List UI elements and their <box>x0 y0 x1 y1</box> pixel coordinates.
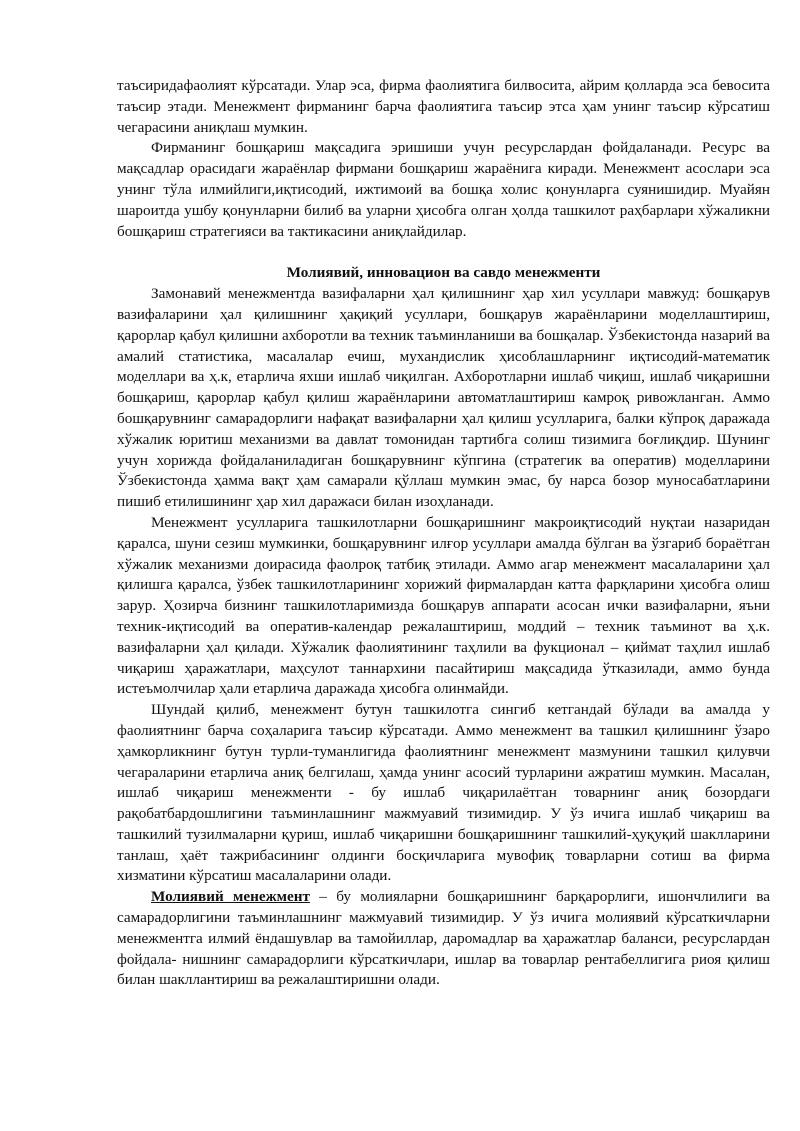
paragraph: Менежмент усулларига ташкилотларни бошқаришнинг макроиқтисодий нуқтаи назаридан қаралса, шуни сезиш мумкинки, бошқарувнинг илғор усуллари амалда бўлган ва ўзгариб бораётган хўжалик механизми доирасида фаолроқ татбиқ этилади. Аммо агар менежмент масалаларини ҳал қилишга қаралса, ўзбек ташкилотларининг хорижий фирмалардан катта фарқларини ҳисобга олиш зарур. Ҳозирча бизнинг ташкилотларимизда бошқарув аппарати асосан ички вазифаларни, яъни техник-иқтисодий ва оператив-календар режалаштириш, моддий – техник таъминот ва ҳ.к. вазифаларни ҳал қилади. Хўжалик фаолиятининг таҳлили ва фукционал – қиймат таҳлил ишлаб чиқариш ҳаражатлари, маҳсулот таннархини пасайтириш мақсадида ўтказилади, аммо бунда истеъмолчилар ҳали етарлича даражада ҳисобга олинмайди. <box>117 513 770 698</box>
paragraph: Шундай қилиб, менежмент бутун ташкилотга сингиб кетгандай бўлади ва амалда у фаолиятнинг барча соҳаларига таъсир кўрсатади. Аммо менежмент ва ташкил қилишнинг ўзаро ҳамкорликнинг бутун турли-туманлигида фаолиятнинг менежмент мазмунини ташкил қилувчи чегараларини етарлича аниқ белгилаш, ҳамда унинг асосий турларини ажратиш мумкин. Масалан, ишлаб чиқариш менежменти - бу ишлаб чиқарилаётган товарнинг аниқ бозордаги рақобатбардошлигини таъминлашнинг мажмуавий тизимидир. У ўз ичига ишлаб чиқариш ва ташкилий тузилмаларни қуриш, ишлаб чиқаришни бошқаришнинг ташкилий-ҳуқуқий шаклларини танлаш, ҳаёт тажрибасининг олдинги босқичларига мувофиқ товарларни сотиш ва фирма хизматини кўрсатиш масалаларини олади. <box>117 701 770 885</box>
paragraph: таъсиридафаолият кўрсатади. Улар эса, фирма фаолиятига билвосита, айрим қолларда эса бевосита таъсир этади. Менежмент фирманинг барча фаолиятига таъсир этса ҳам унинг таъсир кўрсатиш чегарасини аниқлаш мумкин. <box>117 77 770 136</box>
paragraph-definition <box>117 887 770 991</box>
defined-term: Молиявий менежмент <box>151 888 310 906</box>
section-heading: Молиявий, инновацион ва савдо менежменти <box>286 264 601 282</box>
paragraph: Фирманинг бошқариш мақсадига эришиши учун ресурслардан фойдаланади. Ресурс ва мақсадлар орасидаги жараёнлар фирмани бошқариш жараёнига киради. Менежмент асослари эса унинг тўла илмийлиги,иқтисодий, ижтимоий ва бошқа холис қонунларга суянишидир. Муайян шароитда ушбу қонунларни билиб ва уларни ҳисобга олган ҳолда ташкилот раҳбарлари хўжаликни бошқариш стратегияси ва тактикасини аниқлайдилар. <box>117 139 770 240</box>
document-page <box>117 76 770 991</box>
definition-text: – бу молияларни бошқаришнинг барқарорлиги, ишончлилиги ва самарадорлигини таъминлашнинг мажмуавий тизимидир. У ўз ичига молиявий кўрсаткичларни менежментга илмий ёндашувлар ва тамойиллар, даромадлар ва ҳаражатлар баланси, ресурслардан фойдала- нишнинг самарадорлиги кўрсаткичлари, ишлар ва товарлар рентабеллигига риоя қилиш билан шакллантириш ва режалаштиришни олади. <box>117 888 770 989</box>
paragraph: Замонавий менежментда вазифаларни ҳал қилишнинг ҳар хил усуллари мавжуд: бошқарув вазифаларини ҳал қилишнинг ҳақиқий усуллари, бошқарув жараёнларини моделлаштириш, қарорлар қабул қилишни ахборотли ва техник таъминланиши ва бошқалар. Ўзбекистонда назарий ва амалий статистика, масалалар ечиш, мухандислик ҳисоблашларнинг иқтисодий-математик моделлари ва ҳ.к, етарлича яхши ишлаб чиқилган. Ахборотларни ишлаб чиқиш, ишлаб чиқаришни бошқариш, қарорлар қабул қилиш жараёнларини автоматлаштириш камроқ ривожланган. Аммо бошқарувнинг самарадорлиги нафақат вазифаларни ҳал қилиш усулларига, балки кўпроқ даражада хўжалик юритиш механизми ва давлат томонидан тартибга солиш тизимига боғлиқдир. Шунинг учун хорижда фойдаланиладиган бошқарувнинг кўпгина (стратегик ва оператив) моделларини Ўзбекистонда ҳамма вақт ҳам самарали қўллаш мумкин эмас, бу нарса бозор муносабатларини пишиб етилишининг ҳар хил даражаси билан изоҳланади. <box>117 285 770 511</box>
